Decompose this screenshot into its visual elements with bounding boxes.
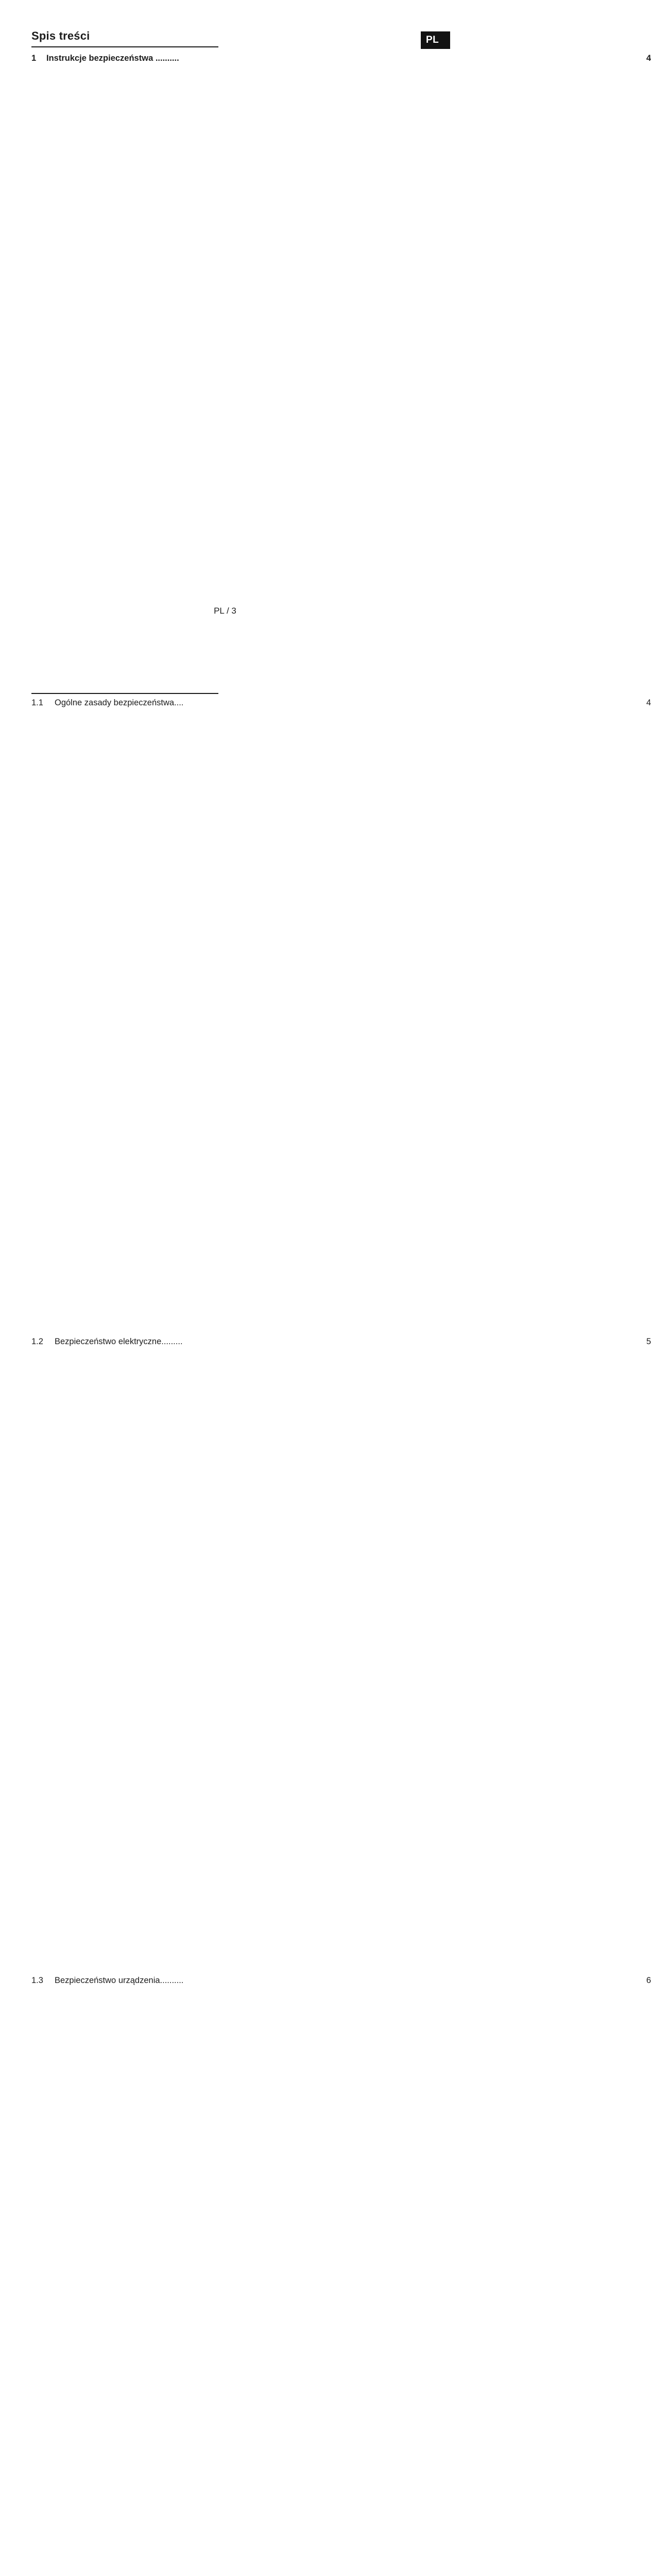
- page-title: Spis treści: [31, 29, 218, 47]
- toc-entry-title: Bezpieczeństwo elektryczne.........: [55, 1337, 183, 1346]
- toc-entry-page: 4: [201, 697, 651, 1336]
- footer-page-label: PL / 3: [214, 606, 236, 616]
- toc-entry-1-3: [31, 1975, 651, 2576]
- toc-entry-title: Bezpieczeństwo urządzenia..........: [55, 1976, 184, 1985]
- toc-entry-page: 4: [201, 53, 651, 691]
- language-badge: [421, 31, 450, 49]
- toc-entry-page: 6: [201, 1975, 651, 2576]
- toc-entry-number: 1.3: [31, 1976, 43, 1985]
- toc-entry-number: 1.2: [31, 1337, 43, 1346]
- toc-entry-title: Ogólne zasady bezpieczeństwa....: [55, 698, 184, 707]
- toc-entry-title: Instrukcje bezpieczeństwa ..........: [46, 54, 179, 63]
- language-badge-label: PL: [426, 35, 439, 45]
- toc-entry-number: 1.1: [31, 698, 43, 707]
- page-footer: [0, 606, 450, 616]
- toc-entry-number: 1: [31, 54, 37, 63]
- toc-entry-1-2: [31, 1336, 651, 1975]
- toc-entry-page: 5: [201, 1336, 651, 1975]
- toc-entry-1-1: [31, 697, 651, 1336]
